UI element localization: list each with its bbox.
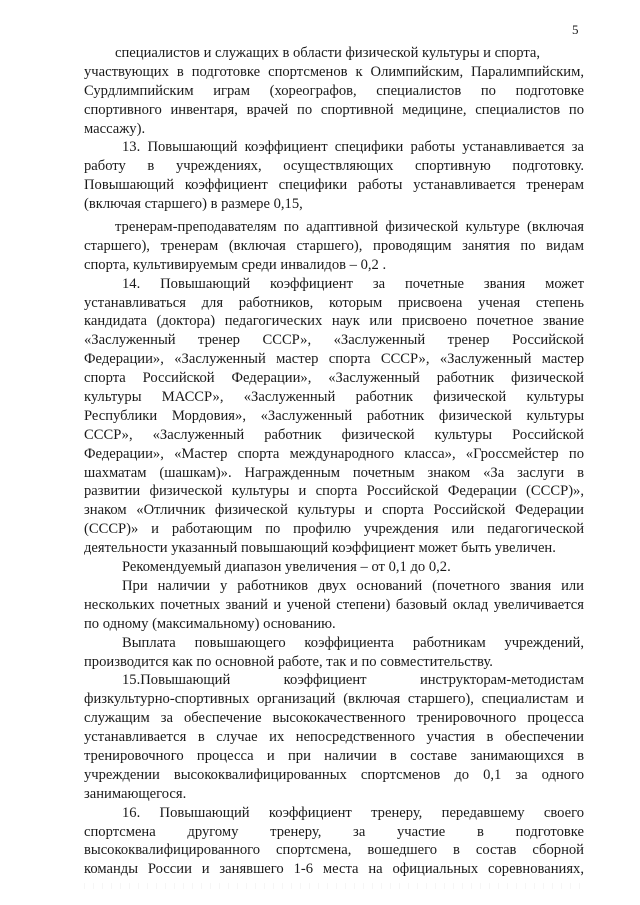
- text-line: Выплата повышающего коэффициента работникам учреждений,: [122, 634, 584, 651]
- text-line: старшего), тренерам (включая старшего), проводящим занятия по видам: [84, 237, 584, 254]
- text-line: При наличии у работников двух оснований (почетного звания или: [122, 577, 584, 594]
- text-line: знаком «Отличник физической культуры и спорта Российской Федерации: [84, 502, 584, 519]
- text-line: физкультурно-спортивных организаций (включая старшего), специалистам и: [84, 691, 584, 708]
- text-line: 13. Повышающий коэффициент специфики работы устанавливается за: [122, 139, 584, 156]
- text-line: 14. Повышающий коэффициент за почетные звания может: [122, 275, 584, 292]
- text-line: устанавливается в случае их непосредственного участия в обеспечении: [84, 729, 584, 746]
- text-line: (СССР)» и работающим по профилю учреждения или педагогической: [84, 521, 584, 538]
- text-line: спорта, культивируемым среди инвалидов – 0,2 .: [84, 256, 387, 273]
- text-line: 15.Повышающий коэффициент инструкторам-методистам: [122, 672, 584, 689]
- text-line: развитии физической культуры и спорта Российской Федерации (СССР)»,: [84, 483, 584, 500]
- text-line: работу в учреждениях, осуществляющих спортивную подготовку.: [84, 158, 584, 175]
- text-line: спортивного инвентаря, врачей по спортивной медицине, специалистов по: [84, 101, 584, 118]
- text-line: спортсмена другому тренеру, за участие в подготовке: [84, 823, 584, 840]
- text-line: тренерам-преподавателям по адаптивной физической культуре (включая: [115, 219, 584, 236]
- text-line: учреждении высококвалифицированных спортсменов до 0,1 за одного: [84, 766, 584, 783]
- text-line: Повышающий коэффициент специфики работы устанавливается тренерам: [84, 177, 584, 194]
- text-line: высококвалифицированного спортсмена, вошедшего в состав сборной: [84, 842, 584, 859]
- text-line: устанавливаться для работников, которым присвоена ученая степень: [84, 294, 584, 311]
- text-line: 16. Повышающий коэффициент тренеру, передавшему своего: [122, 804, 584, 821]
- text-line: служащим за обеспечение высококачественного тренировочного процесса: [84, 710, 584, 727]
- scan-noise: [84, 883, 584, 889]
- text-line: занимающегося.: [84, 785, 187, 802]
- text-line: культуры МАССР», «Заслуженный работник физической культуры: [84, 389, 584, 406]
- text-line: по одному (максимальному) основанию.: [84, 615, 336, 632]
- text-line: (включая старшего) в размере 0,15,: [84, 196, 303, 213]
- text-line: массажу).: [84, 120, 146, 137]
- text-line: производится как по основной работе, так и по совместительству.: [84, 653, 493, 670]
- document-body: [84, 44, 584, 879]
- text-line: СССР», «Заслуженный работник физической культуры Российской: [84, 426, 584, 443]
- text-line: команды России и занявшего 1-6 места на официальных соревнованиях,: [84, 861, 584, 878]
- text-line: Рекомендуемый диапазон увеличения – от 0,1 до 0,2.: [122, 559, 451, 576]
- text-line: Федерации», «Мастер спорта международного класса», «Гроссмейстер по: [84, 445, 584, 462]
- text-line: участвующих в подготовке спортсменов к Олимпийским, Паралимпийским,: [84, 63, 584, 80]
- text-line: Республики Мордовия», «Заслуженный работник физической культуры: [84, 407, 584, 424]
- text-line: нескольких почетных званий и ученой степени) базовый оклад увеличивается: [84, 596, 584, 613]
- text-line: специалистов и служащих в области физической культуры и спорта,: [115, 45, 541, 61]
- text-line: спорта Российской Федерации», «Заслуженный работник физической: [84, 370, 584, 387]
- text-line: «Заслуженный тренер СССР», «Заслуженный тренер Российской: [84, 332, 584, 349]
- text-line: Сурдлимпийским играм (хореографов, специалистов по подготовке: [84, 82, 584, 99]
- text-line: кандидата (доктора) педагогических наук или присвоено почетное звание: [84, 313, 584, 330]
- page-number: 5: [572, 22, 579, 37]
- text-line: деятельности указанный повышающий коэффициент может быть увеличен.: [84, 540, 556, 557]
- text-line: тренировочного процесса и при наличии в составе занимающихся в: [84, 747, 584, 764]
- text-line: Федерации», «Заслуженный мастер спорта СССР», «Заслуженный мастер: [84, 351, 584, 368]
- text-line: шахматам (шашкам)». Награжденным почетным знаком «За заслуги в: [84, 464, 584, 481]
